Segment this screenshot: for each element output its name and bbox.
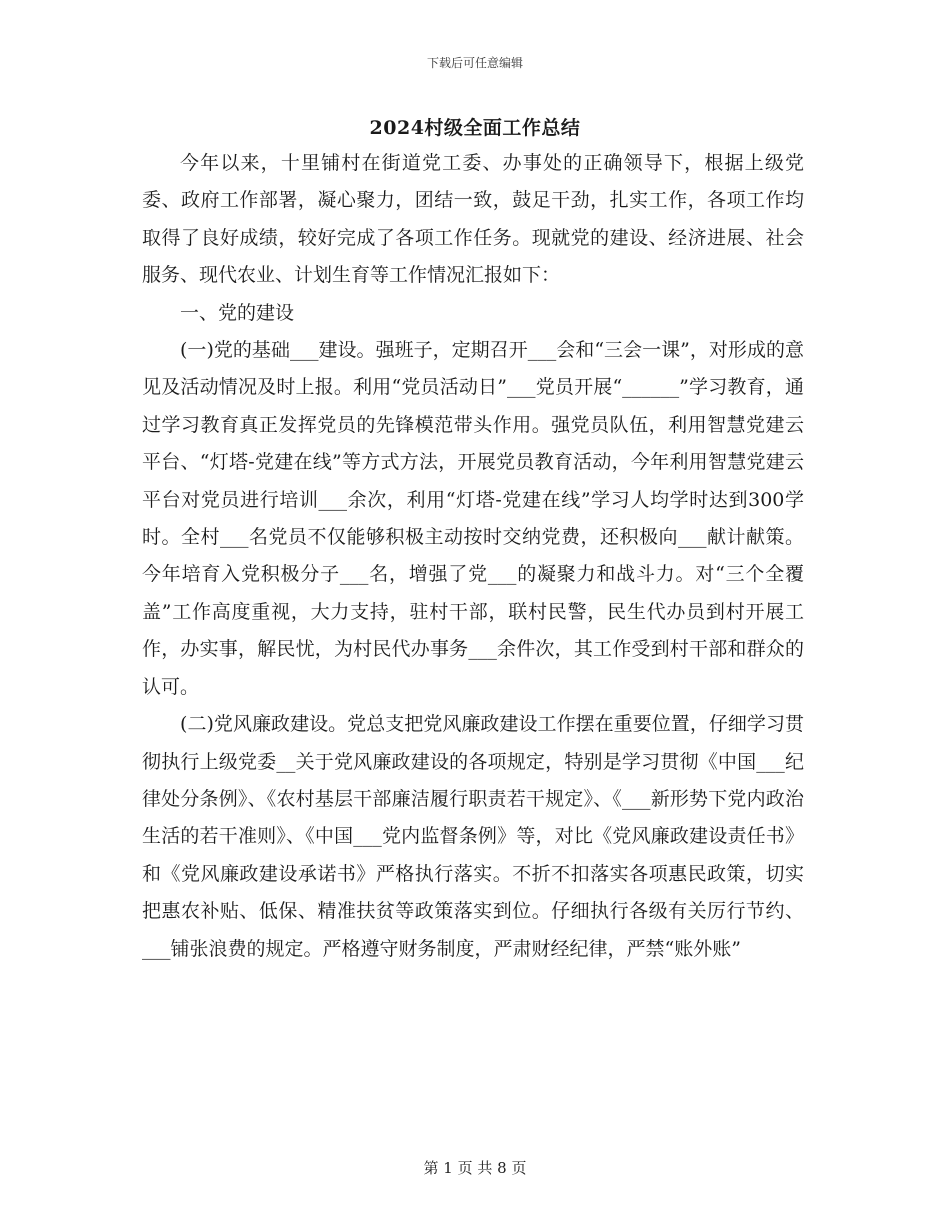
section-heading-party-building: 一、党的建设 [180, 301, 295, 324]
paragraph-party-foundation: (一)党的基础___建设。强班子，定期召开___会和“三会一课”，对形成的意见及活动情况及时上报。利用“党员活动日”___党员开展“______”学习教育，通过学习教育真正发挥党员的先锋模范带头作用。强党员队伍，利用智慧党建云平台、“灯塔-党建在线”等方式方法，开展党员教育活动，今年利用智慧党建云平台对党员进行培训___余次，利用“灯塔-党建在线”学习人均学时达到300学时。全村___名党员不仅能够积极主动按时交纳党费，还积极向___献计献策。今年培育入党积极分子___名，增强了党___的凝聚力和战斗力。对“三个全覆盖”工作高度重视，大力支持，驻村干部，联村民警，民生代办员到村开展工作，办实事，解民忧，为村民代办事务___余件次，其工作受到村干部和群众的认可。 [142, 339, 804, 698]
page-number: 第 1 页 共 8 页 [423, 1159, 527, 1177]
header-note: 下载后可任意编辑 [426, 56, 523, 70]
paragraph-integrity-building: (二)党风廉政建设。党总支把党风廉政建设工作摆在重要位置，仔细学习贯彻执行上级党委__关于党风廉政建设的各项规定，特别是学习贯彻《中国___纪律处分条例》、《农村基层干部廉洁履行职责若干规定》、《___新形势下党内政治生活的若干准则》、《中国___党内监督条例》等，对比《党风廉政建设责任书》和《党风廉政建设承诺书》严格执行落实。不折不扣落实各项惠民政策，切实把惠农补贴、低保、精准扶贫等政策落实到位。仔细执行各级有关厉行节约、___铺张浪费的规定。严格遵守财务制度，严肃财经纪律，严禁“账外账” [142, 713, 804, 960]
document-title: 2024村级全面工作总结 [369, 117, 581, 139]
paragraph-intro: 今年以来，十里铺村在街道党工委、办事处的正确领导下，根据上级党委、政府工作部署，凝心聚力，团结一致，鼓足干劲，扎实工作，各项工作均取得了良好成绩，较好完成了各项工作任务。现就党的建设、经济进展、社会服务、现代农业、计划生育等工作情况汇报如下： [142, 152, 804, 287]
document-body [142, 145, 804, 968]
